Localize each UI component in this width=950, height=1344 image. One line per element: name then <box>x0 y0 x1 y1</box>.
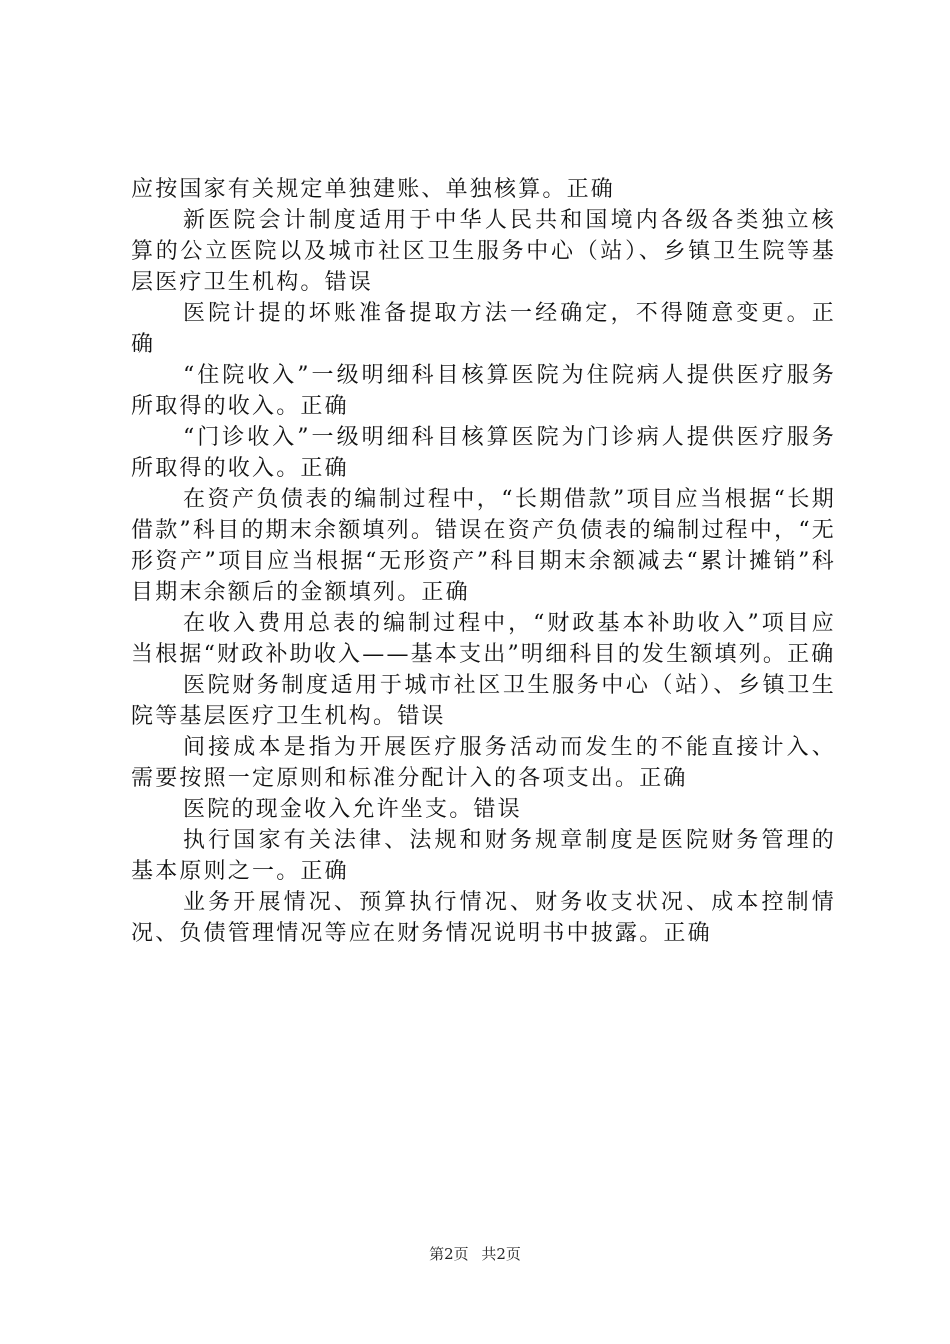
paragraph-12: 业务开展情况、预算执行情况、财务收支状况、成本控制情况、负债管理情况等应在财务情况说明书中披露。正确 <box>131 890 836 946</box>
page-footer <box>0 1244 950 1264</box>
document-body <box>131 174 836 949</box>
paragraph-9: 间接成本是指为开展医疗服务活动而发生的不能直接计入、需要按照一定原则和标准分配计入的各项支出。正确 <box>131 735 836 791</box>
paragraph-3: 医院计提的坏账准备提取方法一经确定，不得随意变更。正确 <box>131 301 836 357</box>
paragraph-7: 在收入费用总表的编制过程中，“财政基本补助收入”项目应当根据“财政补助收入——基本支出”明细科目的发生额填列。正确 <box>131 611 836 667</box>
paragraph-2: 新医院会计制度适用于中华人民共和国境内各级各类独立核算的公立医院以及城市社区卫生服务中心（站）、乡镇卫生院等基层医疗卫生机构。错误 <box>131 208 836 295</box>
paragraph-4: “住院收入”一级明细科目核算医院为住院病人提供医疗服务所取得的收入。正确 <box>131 363 836 419</box>
paragraph-8: 医院财务制度适用于城市社区卫生服务中心（站）、乡镇卫生院等基层医疗卫生机构。错误 <box>131 673 836 729</box>
paragraph-5: “门诊收入”一级明细科目核算医院为门诊病人提供医疗服务所取得的收入。正确 <box>131 425 836 481</box>
page-total: 共2页 <box>481 1245 521 1263</box>
paragraph-1: 应按国家有关规定单独建账、单独核算。正确 <box>131 177 616 202</box>
paragraph-6: 在资产负债表的编制过程中，“长期借款”项目应当根据“长期借款”科目的期末余额填列。错误在资产负债表的编制过程中，“无形资产”项目应当根据“无形资产”科目期末余额减去“累计摊销”科目期末余额后的金额填列。正确 <box>131 487 836 605</box>
paragraph-11: 执行国家有关法律、法规和财务规章制度是医院财务管理的基本原则之一。正确 <box>131 828 836 884</box>
page-number: 第2页 <box>429 1245 469 1263</box>
paragraph-10: 医院的现金收入允许坐支。错误 <box>183 797 522 822</box>
